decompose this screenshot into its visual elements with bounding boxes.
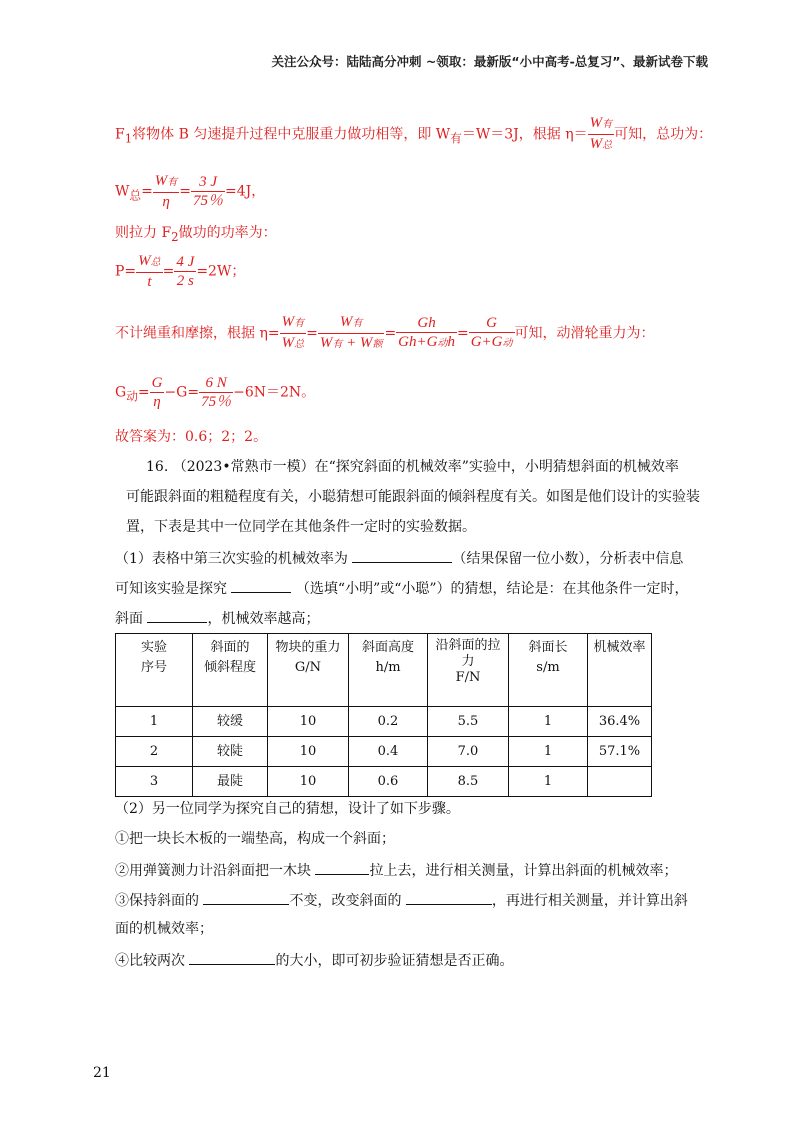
- table-row: [116, 707, 652, 737]
- fraction: $\frac{\text{W总}}{t}$: [138, 253, 161, 290]
- blank-conclusion[interactable]: [147, 608, 207, 623]
- blank-efficiency[interactable]: [352, 548, 452, 563]
- question-paragraph-1: 16. （2023•常熟市一模）在“探究斜面的机械效率”实验中，小明猜想斜面的机械效率: [146, 459, 679, 475]
- experiment-data-table: [115, 633, 652, 797]
- cell: 0.6: [349, 767, 428, 797]
- header-cell: 实验 序号: [116, 634, 193, 707]
- question-paragraph-3: 置，下表是其中一位同学在其他条件一定时的实验数据。: [126, 519, 476, 535]
- blank-motion-type[interactable]: [315, 860, 369, 875]
- table-header-row: [116, 634, 652, 707]
- question-paragraph-2: 可能跟斜面的粗糙程度有关，小聪猜想可能跟斜面的倾斜程度有关。如图是他们设计的实验装: [126, 489, 700, 505]
- question-part-1-line-3: 斜面 ，机械效率越高；: [115, 608, 319, 628]
- cell: 8.5: [428, 767, 509, 797]
- header-cell: 机械效率: [588, 634, 652, 707]
- header-cell: 沿斜面的拉 力 F/N: [428, 634, 509, 707]
- cell: 较陡: [193, 737, 268, 767]
- cell: 0.2: [349, 707, 428, 737]
- fraction: $\frac{3 J}{75\%}$: [193, 174, 224, 209]
- page-header: 关注公众号：陆陆高分冲刺 ~领取：最新版“小中高考-总复习”、最新试卷下载: [271, 54, 708, 69]
- cell: 最陡: [193, 767, 268, 797]
- question-part-1-line-1: （1）表格中第三次实验的机械效率为 （结果保留一位小数），分析表中信息: [115, 548, 683, 568]
- blank-constant-variable[interactable]: [203, 890, 289, 905]
- solution-line-2: $W_总=$ $\frac{\text{W有}}{\eta}$ = $\frac{3 J}{75\%}$ =4J，: [115, 173, 266, 210]
- text: F: [115, 126, 125, 143]
- step-1: ①把一块长木板的一端垫高，构成一个斜面；: [115, 831, 395, 847]
- cell-efficiency-blank[interactable]: [588, 767, 652, 797]
- cell: 较缓: [193, 707, 268, 737]
- cell: 10: [268, 737, 349, 767]
- cell: 57.1%: [588, 737, 652, 767]
- cell: 2: [116, 737, 193, 767]
- step-3: ③保持斜面的 不变，改变斜面的 ，再进行相关测量，并计算出斜: [115, 890, 688, 910]
- page-number: 21: [93, 1065, 111, 1081]
- cell: 1: [509, 767, 588, 797]
- fraction: $\frac{\text{W有}}{\text{W有 + W额}}$: [319, 314, 383, 351]
- cell: 10: [268, 707, 349, 737]
- step-2: ②用弹簧测力计沿斜面把一木块 拉上去，进行相关测量，计算出斜面的机械效率；: [115, 860, 677, 880]
- fraction: $\frac{\text{W有}}{\text{W总}}$: [281, 314, 305, 351]
- cell: 3: [116, 767, 193, 797]
- fraction: $\frac{\text{W有}}{\eta}$: [154, 173, 178, 210]
- step-3-continued: 面的机械效率；: [115, 921, 213, 937]
- cell: 5.5: [428, 707, 509, 737]
- fraction: $\frac{6 N}{75\%}$: [201, 375, 232, 410]
- subscript: 有: [450, 131, 462, 146]
- header-cell: 物块的重力 G/N: [268, 634, 349, 707]
- blank-compare-quantity[interactable]: [189, 950, 275, 965]
- table-row: [116, 767, 652, 797]
- header-cell: 斜面长 s/m: [509, 634, 588, 707]
- cell: 1: [509, 707, 588, 737]
- solution-line-5: 不计绳重和摩擦，根据 η= $\frac{\text{W有}}{\text{W总}}$ = $\frac{\text{W有}}{\text{W有 + W额}}$ = $\frac{Gh}{\text{Gh+G动h}}$ = $\frac{G}{\text{G+G动}}$ 可知，动滑轮重力为：: [115, 313, 655, 354]
- text: 将物体 B 匀速提升过程中克服重力做功相等，即 W: [132, 126, 451, 143]
- blank-whose-guess[interactable]: [231, 578, 291, 593]
- solution-line-6: $G_动=$ $\frac{G}{\eta}$ −G= $\frac{6 N}{75\%}$ −6N＝2N。: [115, 375, 316, 410]
- fraction: $\frac{Gh}{\text{Gh+G动h}}$: [398, 315, 455, 350]
- cell: 7.0: [428, 737, 509, 767]
- solution-line-3: 则拉力 $F_2$做功的功率为：: [115, 225, 277, 244]
- cell: 0.4: [349, 737, 428, 767]
- step-4: ④比较两次 的大小，即可初步验证猜想是否正确。: [115, 950, 513, 970]
- solution-line-1: [115, 114, 712, 155]
- fraction: $\frac{G}{\text{G+G动}}$: [470, 315, 513, 350]
- cell: 10: [268, 767, 349, 797]
- header-cell: 斜面高度 h/m: [349, 634, 428, 707]
- cell: 1: [116, 707, 193, 737]
- fraction-efficiency: $\frac{\text{W有}}{\text{W总}}$: [589, 115, 613, 152]
- cell: 1: [509, 737, 588, 767]
- solution-line-4: P= $\frac{\text{W总}}{t}$ = $\frac{4 J}{2 s}$ =2W；: [115, 253, 246, 290]
- header-cell: 斜面的 倾斜程度: [193, 634, 268, 707]
- subscript: 1: [124, 131, 133, 146]
- blank-changed-variable[interactable]: [406, 890, 492, 905]
- text: 可知，总功为：: [614, 126, 713, 143]
- table-row: [116, 737, 652, 767]
- fraction: $\frac{G}{\eta}$: [151, 375, 163, 410]
- question-part-1-line-2: 可知该实验是探究 （选填“小明”或“小聪”）的猜想，结论是：在其他条件一定时，: [115, 578, 689, 598]
- fraction: $\frac{4 J}{2 s}$: [176, 254, 195, 289]
- text: ＝W＝3J，根据 η＝: [461, 126, 588, 143]
- cell: 36.4%: [588, 707, 652, 737]
- question-part-2: （2）另一位同学为探究自己的猜想，设计了如下步骤。: [115, 801, 460, 817]
- answer-line: 故答案为：0.6；2；2。: [115, 429, 268, 445]
